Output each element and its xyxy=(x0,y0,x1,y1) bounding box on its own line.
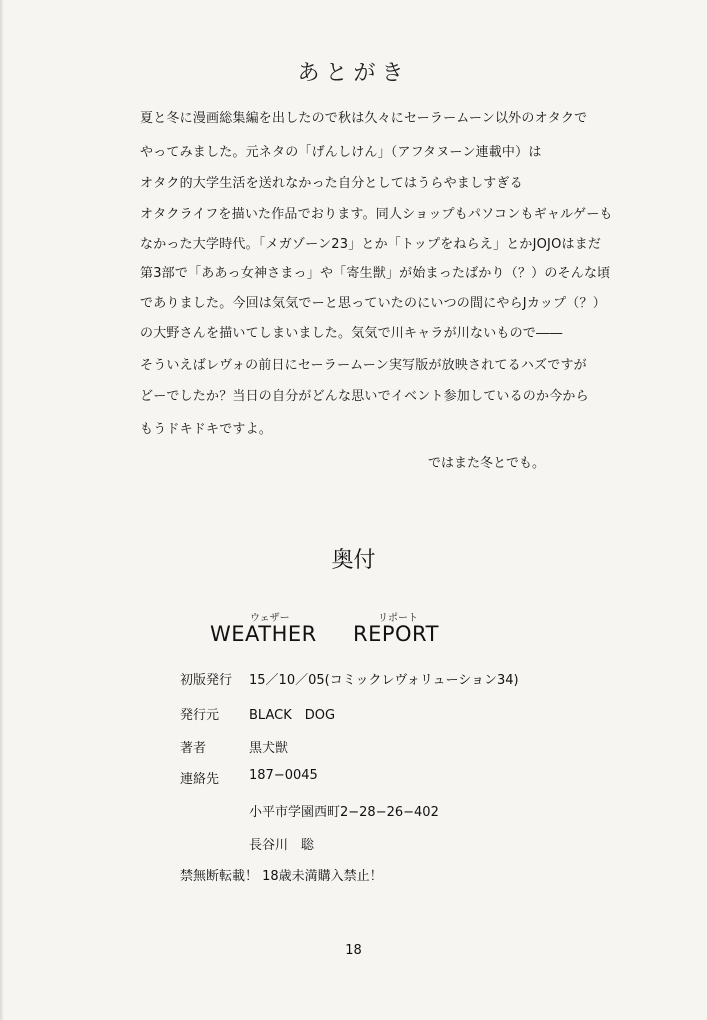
colophon-label: 連絡先 xyxy=(180,772,220,787)
afterword-line: 夏と冬に漫画総集編を出したので秋は久々にセーラームーン以外のオタクで xyxy=(140,111,588,126)
afterword-line: もうドキドキですよ。 xyxy=(140,422,273,437)
afterword-line: でありました。今回は気気でーと思っていたのにいつの間にやらJカップ（？） xyxy=(140,296,606,311)
afterword-line: そういえばレヴォの前日にセーラームーン実写版が放映されてるハズですが xyxy=(140,358,587,373)
colophon-contact-name: 長谷川 聡 xyxy=(249,838,315,853)
afterword-line: の大野さんを描いてしまいました。気気で川キャラが川ないもので―― xyxy=(140,326,563,341)
colophon-value: 黒犬獣 xyxy=(249,741,289,756)
page-edge-shadow xyxy=(0,0,4,1020)
afterword-line: 第3部で「ああっ女神さまっ」や「寄生獣」が始まったばかり（？）のそんな頃 xyxy=(140,266,611,281)
title-ruby: ウェザー xyxy=(250,613,290,624)
colophon-value: BLACK DOG xyxy=(249,708,336,723)
colophon-label: 初版発行 xyxy=(180,673,233,688)
book-title: REPORT xyxy=(353,622,439,646)
afterword-line: どーでしたか？当日の自分がどんな思いでイベント参加しているのか今から xyxy=(140,389,589,404)
book-title: WEATHER xyxy=(210,622,317,646)
colophon-value: 187−0045 xyxy=(249,768,318,783)
afterword-title: あとがき xyxy=(297,61,410,86)
reprint-warning: 禁無断転載！ 18歳未満購入禁止！ xyxy=(180,869,383,884)
afterword-line: オタクライフを描いた作品でおります。同人ショップもパソコンもギャルゲーも xyxy=(140,207,613,222)
page-number: 18 xyxy=(345,943,362,958)
afterword-signoff: ではまた冬とでも。 xyxy=(428,456,546,471)
afterword-line: オタク的大学生活を送れなかった自分としてはうらやましすぎる xyxy=(140,176,523,191)
colophon-label: 著者 xyxy=(180,741,207,756)
colophon-title: 奥付 xyxy=(331,548,376,573)
colophon-value: 15／10／05(コミックレヴォリューション34) xyxy=(249,673,519,688)
title-ruby: リポート xyxy=(378,613,418,624)
colophon-label: 発行元 xyxy=(180,708,220,723)
afterword-line: なかった大学時代。「メガゾーン23」とか「トップをねらえ」とかJOJOはまだ xyxy=(140,237,602,252)
colophon-address: 小平市学園西町2−28−26−402 xyxy=(249,805,439,820)
afterword-line: やってみました。元ネタの「げんしけん」（アフタヌーン連載中）は xyxy=(140,145,542,160)
